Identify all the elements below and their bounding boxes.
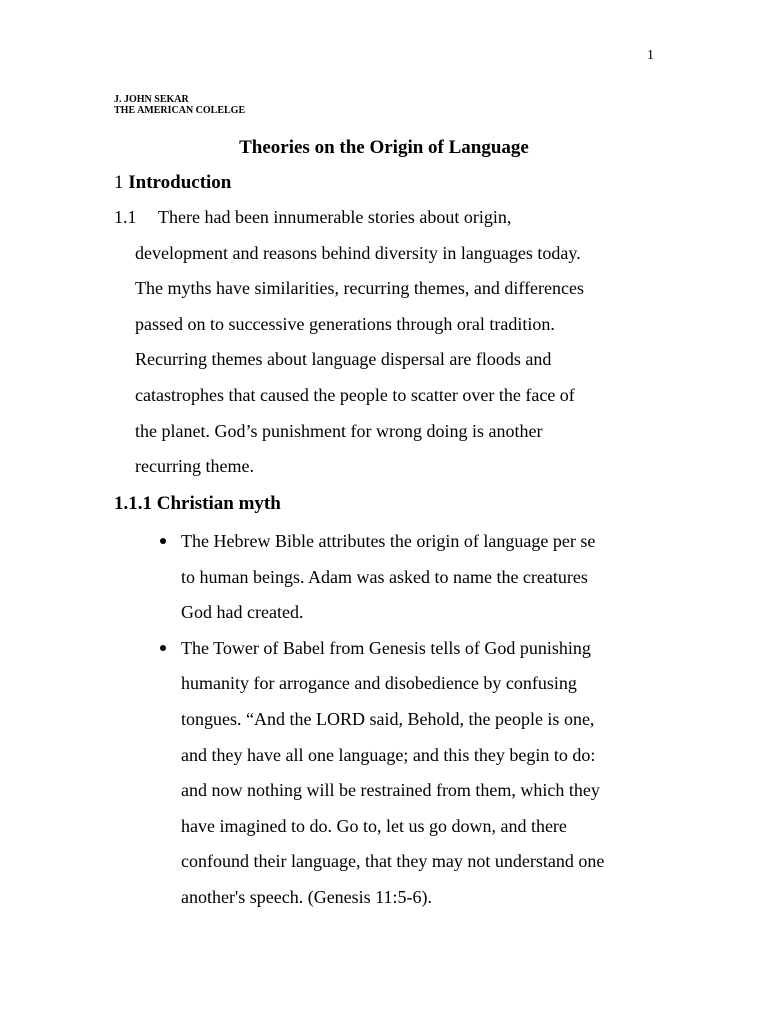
author-block [114, 94, 245, 116]
bullet-icon [160, 645, 166, 651]
paragraph-line [114, 200, 674, 236]
bullet-line: and now nothing will be restrained from them, which they [181, 780, 600, 801]
author-name: J. JOHN SEKAR [114, 94, 189, 105]
subsection-heading: 1.1.1 Christian myth [114, 493, 281, 514]
paragraph-line: development and reasons behind diversity in languages today. [135, 242, 581, 263]
paragraph-line: passed on to successive generations through oral tradition. [135, 313, 555, 334]
bullet-line: to human beings. Adam was asked to name the creatures [181, 566, 588, 587]
bullet-line: humanity for arrogance and disobedience by confusing [181, 673, 577, 694]
bullet-list [160, 524, 680, 916]
bullet-line: confound their language, that they may not understand one [181, 851, 605, 872]
section-title: Introduction [128, 172, 232, 193]
bullet-line: The Tower of Babel from Genesis tells of God punishing [181, 637, 591, 658]
paragraph-text: There had been innumerable stories about origin, [158, 207, 512, 227]
paragraph-1-1 [114, 200, 674, 485]
bullet-icon [160, 538, 166, 544]
bullet-line: another's speech. (Genesis 11:5-6). [181, 886, 432, 907]
document-title: Theories on the Origin of Language [239, 137, 529, 158]
bullet-line: tongues. “And the LORD said, Behold, the people is one, [181, 708, 595, 729]
section-heading [114, 170, 231, 196]
paragraph-number: 1.1 [114, 207, 137, 227]
paragraph-line: catastrophes that caused the people to scatter over the face of [135, 384, 575, 405]
section-number: 1 [114, 172, 124, 193]
bullet-line: have imagined to do. Go to, let us go down, and there [181, 815, 567, 836]
paragraph-line: The myths have similarities, recurring themes, and differences [135, 278, 585, 299]
list-item [160, 631, 680, 916]
page-number: 1 [647, 48, 654, 63]
bullet-line: The Hebrew Bible attributes the origin of language per se [181, 531, 596, 551]
author-institution: THE AMERICAN COLELGE [114, 105, 246, 116]
paragraph-line: recurring theme. [135, 456, 254, 477]
paragraph-line: the planet. God’s punishment for wrong doing is another [135, 420, 543, 441]
bullet-line: God had created. [181, 602, 304, 623]
paragraph-line: Recurring themes about language dispersal are floods and [135, 349, 552, 370]
list-item [160, 524, 680, 631]
bullet-line: and they have all one language; and this they begin to do: [181, 744, 596, 765]
